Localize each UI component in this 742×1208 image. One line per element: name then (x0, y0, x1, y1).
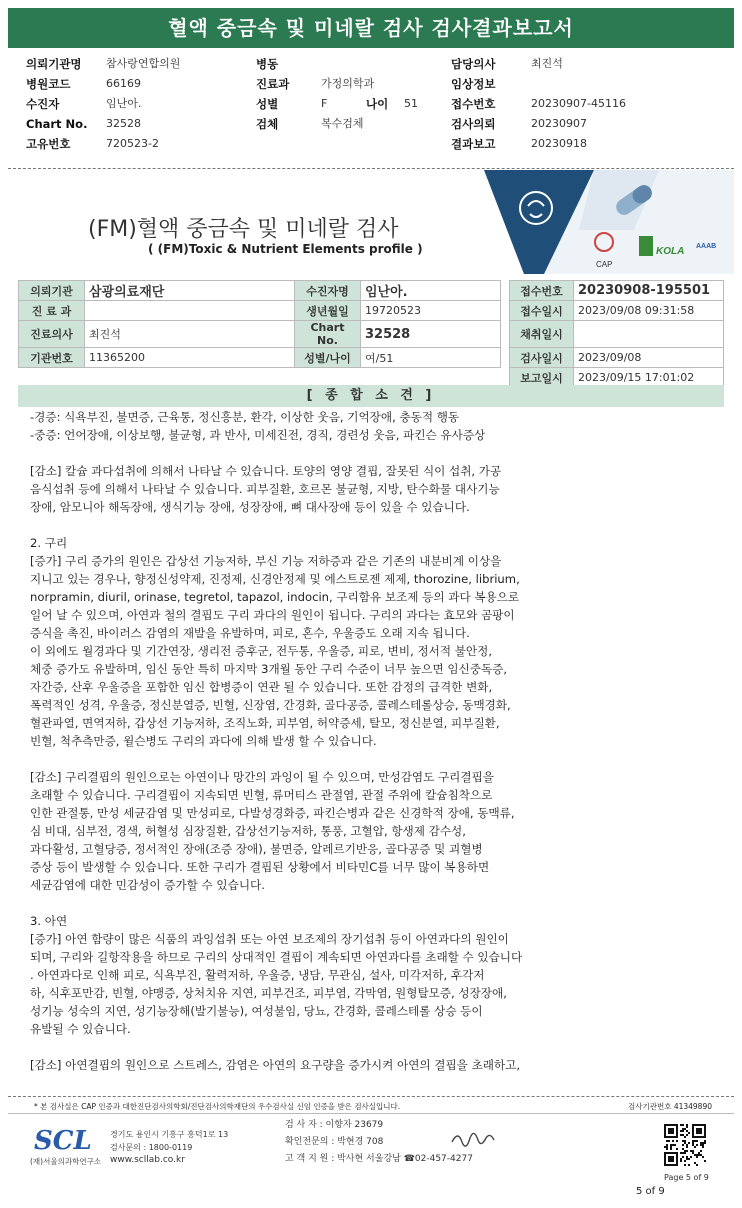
body-line: 되며, 구리와 길항작용을 하므로 구리의 상대적인 결핍이 계속되면 아연과다를 초래할 수 있습니다 (30, 950, 523, 964)
accreditation-note: * 본 검사실은 CAP 인증과 대한진단검사의학회/진단검사의학재단의 우수검사실 신임 인증을 받은 검사실입니다. (34, 1102, 401, 1111)
website-link[interactable]: www.scllab.co.kr (110, 1155, 185, 1165)
body-line: 일어 날 수 있으며, 아연과 철의 결핍도 구리 과다의 원인이 됩니다. 구리의 과다는 효모와 곰팡이 (30, 608, 515, 622)
info-label: 성별 (256, 97, 279, 111)
body-line: 체중 증가도 유발하며, 임신 동안 특히 마지막 3개월 동안 구리 수준이 너무 높으면 임신중독증, (30, 662, 508, 676)
info-value: F (321, 97, 328, 110)
info-value: 가정의학과 (321, 77, 375, 90)
body-line: [증가] 구리 증가의 원인은 갑상선 기능저하, 부신 기능 저하증과 같은 기존의 내분비계 이상을 (30, 554, 502, 568)
age-value: 51 (404, 97, 418, 110)
body-line: 음식섭취 등에 의해서 나타날 수 있습니다. 피부질환, 호르몬 불균형, 지방, 탄수화물 대사기능 (30, 482, 500, 496)
specialist-line: 확인전문의 : 박현경 708 (285, 1137, 384, 1147)
patient-info-grid (26, 54, 726, 154)
body-line (30, 894, 720, 912)
body-line: 유발될 수 있습니다. (30, 1022, 131, 1036)
info-label: 임상정보 (451, 77, 496, 91)
receipt-no-label: 접수번호 (510, 281, 574, 301)
page-indicator: 5 of 9 (636, 1186, 665, 1197)
inst-value: 삼광의료재단 (85, 281, 295, 301)
body-line: -경증: 식욕부진, 불면증, 근육통, 정신흥분, 환각, 이상한 웃음, 기억장애, 충동적 행동 (30, 410, 460, 424)
info-label: Chart No. (26, 117, 88, 131)
body-line (30, 750, 720, 768)
info-label: 수진자 (26, 97, 60, 111)
info-label: 접수번호 (451, 97, 496, 111)
body-line (30, 516, 720, 534)
receipt-date-value: 2023/09/08 09:31:58 (574, 301, 724, 321)
info-row (26, 94, 726, 114)
info-value: 32528 (106, 117, 141, 130)
info-label: 병원코드 (26, 77, 71, 91)
info-value: 20230907-45116 (531, 97, 626, 110)
phone-line: 검사문의 : 1800-0119 (110, 1143, 193, 1152)
body-line: 혈관파열, 면역저하, 갑상선 기능저하, 조직노화, 피부염, 허약증세, 탈모, 정신분열, 피부질환, (30, 716, 500, 730)
info-value: 720523-2 (106, 137, 159, 150)
lab-logo: SCL (34, 1126, 92, 1156)
code-label: 기관번호 (19, 348, 85, 368)
institution-code: 검사기관번호 41349890 (627, 1102, 712, 1111)
info-value: 20230918 (531, 137, 587, 150)
info-row (26, 74, 726, 94)
tester-line: 검 사 자 : 이향자 23679 (285, 1120, 384, 1130)
summary-body (30, 408, 720, 1074)
body-line: 자간증, 산후 우울증을 포함한 임신 합병증이 연관 될 수 있습니다. 또한 감정의 급격한 변화, (30, 680, 493, 694)
body-line (30, 444, 720, 462)
body-line: 성기능 성숙의 지연, 성기능장해(발기불능), 여성불임, 당뇨, 간경화, 콜레스테롤 상승 등이 (30, 1004, 483, 1018)
body-line (30, 1038, 720, 1056)
info-label: 진료과 (256, 77, 290, 91)
footer-line (8, 1113, 734, 1114)
divider (8, 168, 734, 169)
chart-value: 32528 (361, 321, 501, 348)
sex-age-label: 성별/나이 (295, 348, 361, 368)
footer-divider (8, 1096, 734, 1097)
body-line: 초래할 수 있습니다. 구리결핍이 지속되면 빈혈, 류머티스 관절염, 관절 주위에 칼슘침착으로 (30, 788, 493, 802)
info-label: 의뢰기관명 (26, 57, 82, 71)
body-line: 인한 관절통, 만성 세균감염 및 만성피로, 다발성경화증, 파킨슨병과 같은 신경학적 장애, 동맥류, (30, 806, 515, 820)
staff-info (285, 1117, 473, 1168)
info-row (26, 134, 726, 154)
info-label: 결과보고 (451, 137, 496, 151)
body-line: 3. 아연 (30, 914, 68, 928)
accreditation-banner-icon (484, 170, 734, 274)
body-line: 장애, 암모니아 해독장애, 생식기능 장애, 성장장애, 뼈 대사장애 등이 있을 수 있습니다. (30, 500, 470, 514)
collection-value (574, 321, 724, 348)
address-line: 경기도 용인시 기흥구 흥덕1로 13 (110, 1130, 229, 1139)
info-label: 검체 (256, 117, 279, 131)
info-label: 고유번호 (26, 137, 71, 151)
report-title: 혈액 중금속 및 미네랄 검사 검사결과보고서 (8, 8, 734, 48)
body-line: 폭력적인 성격, 우울증, 정신분열증, 빈혈, 신장염, 간경화, 골다공증, 콜레스테롤상승, 동맥경화, (30, 698, 511, 712)
body-line: 심 비대, 심부전, 경색, 허혈성 심장질환, 갑상선기능저하, 통풍, 고혈압, 항생제 감수성, (30, 824, 466, 838)
test-header (8, 176, 734, 276)
body-line: 과다활성, 고혈당증, 정서적인 장애(조증 장애), 불면증, 알레르기반응, 골다공증 및 괴혈병 (30, 842, 483, 856)
body-line: [증가] 아연 함량이 많은 식품의 과잉섭취 또는 아연 보조제의 장기섭취 등이 아연과다의 원인이 (30, 932, 509, 946)
info-label: 병동 (256, 57, 279, 71)
svg-text:CAP: CAP (596, 260, 613, 269)
summary-heading: [ 종 합 소 견 ] (18, 385, 724, 407)
info-value: 20230907 (531, 117, 587, 130)
body-line: 증상 등이 발생할 수 있습니다. 또한 구리가 결핍된 상황에서 비타민C를 너무 많이 복용하면 (30, 860, 490, 874)
doctor-value: 최진석 (85, 321, 295, 348)
code-value: 11365200 (85, 348, 295, 368)
svg-text:AAAB: AAAB (696, 243, 717, 250)
body-line: 지니고 있는 경우나, 향정신성약제, 진정제, 신경안정제 및 에스트로젠 제제, thorozine, librium, (30, 572, 520, 586)
info-value: 참사랑연합의원 (106, 57, 181, 70)
body-line: norpramin, diuril, orinase, tegretol, tapazol, indocin, 구리함유 보조제 등의 과다 복용으로 (30, 590, 520, 604)
report-date-value: 2023/09/15 17:01:02 (574, 368, 724, 388)
dob-value: 19720523 (361, 301, 501, 321)
info-value: 복수검체 (321, 117, 364, 130)
body-line: 이 외에도 월경과다 및 기간연장, 생리전 증후군, 전두통, 우울증, 피로, 변비, 정서적 불안정, (30, 644, 493, 658)
body-line: [감소] 아연결핍의 원인으로 스트레스, 감염은 아연의 요구량을 증가시켜 아연의 결핍을 초래하고, (30, 1058, 521, 1072)
signature-icon (448, 1124, 498, 1154)
support-line: 고 객 지 원 : 박사현 서울강남 ☎02-457-4277 (285, 1154, 473, 1164)
svg-text:KOLA: KOLA (656, 246, 685, 257)
info-row (26, 114, 726, 134)
test-subtitle: ( (FM)Toxic & Nutrient Elements profile ) (148, 242, 423, 256)
dob-label: 생년월일 (295, 301, 361, 321)
inst-label: 의뢰기관 (19, 281, 85, 301)
sex-age-value: 여/51 (361, 348, 501, 368)
info-value: 66169 (106, 77, 141, 90)
info-row (26, 54, 726, 74)
page-indicator-small: Page 5 of 9 (664, 1173, 709, 1182)
receipt-date-label: 접수일시 (510, 301, 574, 321)
test-date-value: 2023/09/08 (574, 348, 724, 368)
patient-label: 수진자명 (295, 281, 361, 301)
age-label: 나이 (366, 97, 389, 111)
body-line: -중증: 언어장애, 이상보행, 불균형, 과 반사, 미세진전, 경직, 경련성 웃음, 파킨슨 유사증상 (30, 428, 486, 442)
receipt-no-value: 20230908-195501 (574, 281, 724, 301)
info-value: 최진석 (531, 57, 563, 70)
body-line: 하, 식후포만감, 빈혈, 야맹증, 상처치유 지연, 피부건조, 피부염, 각막염, 원형탈모증, 성장장애, (30, 986, 507, 1000)
dept-value (85, 301, 295, 321)
body-line: 빈혈, 척추측만증, 윌슨병도 구리의 과다에 의해 발생 할 수 있습니다. (30, 734, 377, 748)
test-date-label: 검사일시 (510, 348, 574, 368)
report-date-label: 보고일시 (510, 368, 574, 388)
info-label: 담당의사 (451, 57, 496, 71)
lab-name: (재)서울의과학연구소 (30, 1157, 102, 1166)
info-label: 검사의뢰 (451, 117, 496, 131)
body-line: 2. 구리 (30, 536, 68, 550)
body-line: 세균감염에 대한 민감성이 증가할 수 있습니다. (30, 878, 265, 892)
doctor-label: 진료의사 (19, 321, 85, 348)
body-line: [감소] 칼슘 과다섭취에 의해서 나타날 수 있습니다. 토양의 영양 결핍, 잘못된 식이 섭취, 가공 (30, 464, 502, 478)
test-title: (FM)혈액 중금속 및 미네랄 검사 (88, 217, 399, 242)
info-value: 임난아. (106, 97, 142, 110)
chart-label: Chart No. (295, 321, 361, 348)
body-line: 증식을 촉진, 바이러스 감염의 재발을 유발하며, 피로, 혼수, 우울증도 오래 지속 됩니다. (30, 626, 470, 640)
qr-code-icon (664, 1124, 706, 1166)
collection-label: 채취일시 (510, 321, 574, 348)
body-line: [감소] 구리결핍의 원인으로는 아연이나 망간의 과잉이 될 수 있으며, 만성감염도 구리결핍을 (30, 770, 494, 784)
body-line: . 아연과다로 인해 피로, 식욕부진, 활력저하, 우울증, 냉담, 무관심, 설사, 미각저하, 후각저 (30, 968, 485, 982)
patient-value: 임난아. (361, 281, 501, 301)
lab-address (110, 1128, 228, 1167)
patient-header-table (18, 280, 724, 388)
dept-label: 진 료 과 (19, 301, 85, 321)
